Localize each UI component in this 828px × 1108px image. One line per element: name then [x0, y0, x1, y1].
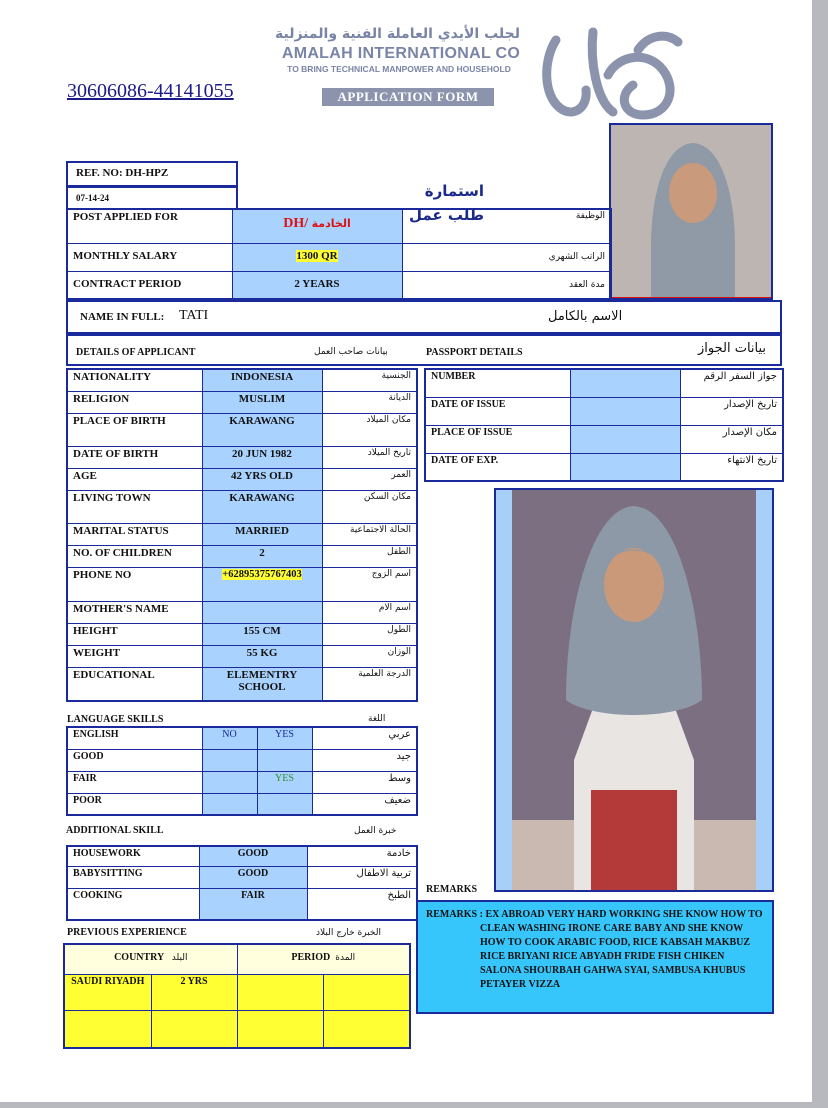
passport-label-ar: جواز السفر الرقم: [680, 369, 783, 397]
detail-label: PLACE OF BIRTH: [67, 413, 202, 446]
post-value: [232, 209, 402, 243]
language-col2: [257, 749, 312, 771]
passport-section-title-ar: بيانات الجواز: [698, 341, 767, 356]
ref-number: REF. NO: DH-HPZ: [76, 167, 169, 179]
applicant-section-title-ar: بيانات صاحب العمل: [314, 347, 388, 357]
form-date: 07-14-24: [76, 193, 109, 203]
name-label: NAME IN FULL:: [80, 311, 165, 323]
detail-label: NO. OF CHILDREN: [67, 545, 202, 567]
detail-label: DATE OF BIRTH: [67, 446, 202, 468]
applicant-full-body-photo: [494, 488, 774, 892]
detail-value: MUSLIM: [202, 391, 322, 413]
language-label: FAIR: [67, 771, 202, 793]
remarks-title: REMARKS: [426, 884, 478, 895]
period-header: [237, 944, 410, 974]
post-label-ar: الوظيفة: [402, 209, 611, 243]
remarks-box: [416, 900, 774, 1014]
experience-cell: [237, 974, 323, 1010]
ref-number-box: [66, 161, 238, 187]
company-subtitle: TO BRING TECHNICAL MANPOWER AND HOUSEHOLD: [287, 64, 511, 74]
experience-cell: [64, 1010, 151, 1048]
previous-experience-title: PREVIOUS EXPERIENCE: [67, 927, 187, 938]
phone-value: +62895375767403: [222, 568, 302, 580]
salary-value: 1300 QR: [296, 249, 338, 262]
post-label: POST APPLIED FOR: [67, 209, 232, 243]
remarks-text: REMARKS : EX ABROAD VERY HARD WORKING SHE KNOW HOW TO CLEAN WASHING IRONE CARE BABY AND SHE KNOW HOW TO COOK ARABIC FOOD, RICE KABSAH MAKBUZ RICE BRIYANI RICE ABYADH FRIDE FISH CHIKEN SALONA SHOURBAH GAHWA SYAI, SAMBUSA KHUBUS PETAYER VIZZA: [426, 909, 763, 990]
language-label: POOR: [67, 793, 202, 815]
experience-country: SAUDI RIYADH: [64, 974, 151, 1010]
additional-skill-title-ar: خبرة العمل: [354, 826, 397, 836]
language-col1: [202, 793, 257, 815]
period-header-en: PERIOD: [291, 952, 331, 963]
language-skills-title-ar: اللغة: [368, 714, 386, 724]
language-label: GOOD: [67, 749, 202, 771]
experience-cell: [151, 1010, 237, 1048]
language-label-ar: جيد: [312, 749, 417, 771]
country-header-en: COUNTRY: [114, 952, 165, 963]
skill-value: FAIR: [199, 888, 307, 920]
passport-label: NUMBER: [425, 369, 570, 397]
sections-header: [66, 334, 782, 366]
header-arabic-title: لجلب الأيدي العاملة الفنية والمنزلية: [275, 26, 520, 42]
detail-label: LIVING TOWN: [67, 490, 202, 523]
experience-cell: [237, 1010, 323, 1048]
language-col2: YES: [257, 727, 312, 749]
name-label-ar: الاسم بالكامل: [548, 309, 623, 324]
detail-label-ar: مكان الميلاد: [322, 413, 417, 446]
skill-label-ar: تربية الاطفال: [307, 866, 417, 888]
detail-label: PHONE NO: [67, 567, 202, 601]
contract-label-ar: مدة العقد: [402, 271, 611, 299]
detail-label: RELIGION: [67, 391, 202, 413]
detail-label-ar: اسم الزوج: [322, 567, 417, 601]
period-header-ar: المدة: [335, 953, 356, 963]
previous-experience-table: [63, 943, 411, 1049]
company-name: AMALAH INTERNATIONAL CO: [281, 45, 521, 62]
additional-skill-table: [66, 845, 418, 921]
detail-label-ar: الحالة الاجتماعية: [322, 523, 417, 545]
skill-value: GOOD: [199, 846, 307, 866]
applicant-section-title: DETAILS OF APPLICANT: [76, 347, 196, 358]
post-value-ar: الخادمة: [311, 217, 351, 230]
contact-phone: 30606086-44141055: [67, 80, 234, 102]
page-edge-bottom: [0, 1102, 828, 1108]
passport-section-title: PASSPORT DETAILS: [426, 347, 523, 358]
detail-value: INDONESIA: [202, 369, 322, 391]
language-label-ar: عربي: [312, 727, 417, 749]
passport-label-ar: تاريخ الانتهاء: [680, 453, 783, 481]
passport-value: [570, 369, 680, 397]
passport-label: PLACE OF ISSUE: [425, 425, 570, 453]
detail-label-ar: الطفل: [322, 545, 417, 567]
skill-label: BABYSITTING: [67, 866, 199, 888]
passport-value: [570, 397, 680, 425]
language-col1: [202, 749, 257, 771]
passport-value: [570, 453, 680, 481]
language-col2: YES: [257, 771, 312, 793]
language-col1: NO: [202, 727, 257, 749]
detail-value: 42 YRS OLD: [202, 468, 322, 490]
detail-label: NATIONALITY: [67, 369, 202, 391]
detail-label-ar: الديانة: [322, 391, 417, 413]
detail-value: KARAWANG: [202, 490, 322, 523]
detail-value-cell: [202, 567, 322, 601]
experience-period: 2 YRS: [151, 974, 237, 1010]
passport-label-ar: مكان الإصدار: [680, 425, 783, 453]
detail-label-ar: الدرجة العلمية: [322, 667, 417, 701]
country-header-ar: البلد: [171, 953, 188, 963]
application-form-label: APPLICATION FORM: [322, 88, 494, 106]
experience-cell: [323, 1010, 410, 1048]
detail-label-ar: اسم الام: [322, 601, 417, 623]
detail-label: AGE: [67, 468, 202, 490]
language-col2: [257, 793, 312, 815]
experience-cell: [323, 974, 410, 1010]
passport-details-table: [424, 368, 784, 482]
skill-label: HOUSEWORK: [67, 846, 199, 866]
passport-value: [570, 425, 680, 453]
detail-label-ar: الوزان: [322, 645, 417, 667]
detail-label: MOTHER'S NAME: [67, 601, 202, 623]
page-edge-right: [812, 0, 828, 1108]
detail-label: MARITAL STATUS: [67, 523, 202, 545]
applicant-details-table: [66, 368, 418, 702]
detail-label-ar: الجنسية: [322, 369, 417, 391]
detail-value: MARRIED: [202, 523, 322, 545]
country-header: [64, 944, 237, 974]
skill-label: COOKING: [67, 888, 199, 920]
language-skills-title: LANGUAGE SKILLS: [67, 714, 164, 725]
language-label-ar: ضعيف: [312, 793, 417, 815]
detail-value: 20 JUN 1982: [202, 446, 322, 468]
detail-value: 2: [202, 545, 322, 567]
salary-label-ar: الراتب الشهري: [402, 243, 611, 271]
language-label: ENGLISH: [67, 727, 202, 749]
date-box: [66, 186, 238, 210]
contract-label: CONTRACT PERIOD: [67, 271, 232, 299]
detail-label-ar: العمر: [322, 468, 417, 490]
detail-value: ELEMENTRY SCHOOL: [202, 667, 322, 701]
previous-experience-title-ar: الخبرة خارج البلاد: [316, 928, 381, 938]
skill-value: GOOD: [199, 866, 307, 888]
name-box: [66, 300, 782, 334]
language-label-ar: وسط: [312, 771, 417, 793]
detail-label-ar: مكان السكن: [322, 490, 417, 523]
language-col1: [202, 771, 257, 793]
detail-value: KARAWANG: [202, 413, 322, 446]
detail-value: 155 CM: [202, 623, 322, 645]
detail-label: EDUCATIONAL: [67, 667, 202, 701]
language-skills-table: [66, 726, 418, 816]
skill-label-ar: خادمة: [307, 846, 417, 866]
detail-value: [202, 601, 322, 623]
salary-label: MONTHLY SALARY: [67, 243, 232, 271]
salary-value-cell: [232, 243, 402, 271]
skill-label-ar: الطبخ: [307, 888, 417, 920]
arabic-form-title: استمارة طلب عمل: [408, 182, 484, 224]
job-table: [66, 208, 612, 300]
detail-value: 55 KG: [202, 645, 322, 667]
detail-label-ar: تاريخ الميلاد: [322, 446, 417, 468]
passport-label-ar: تاريخ الإصدار: [680, 397, 783, 425]
detail-label: HEIGHT: [67, 623, 202, 645]
additional-skill-title: ADDITIONAL SKILL: [66, 825, 164, 836]
post-value-en: DH/: [283, 216, 309, 231]
applicant-portrait-photo: [609, 123, 773, 300]
detail-label-ar: الطول: [322, 623, 417, 645]
passport-label: DATE OF ISSUE: [425, 397, 570, 425]
applicant-name: TATI: [179, 308, 209, 323]
contract-value: 2 YEARS: [232, 271, 402, 299]
detail-label: WEIGHT: [67, 645, 202, 667]
company-logo-icon: [538, 20, 688, 125]
passport-label: DATE OF EXP.: [425, 453, 570, 481]
